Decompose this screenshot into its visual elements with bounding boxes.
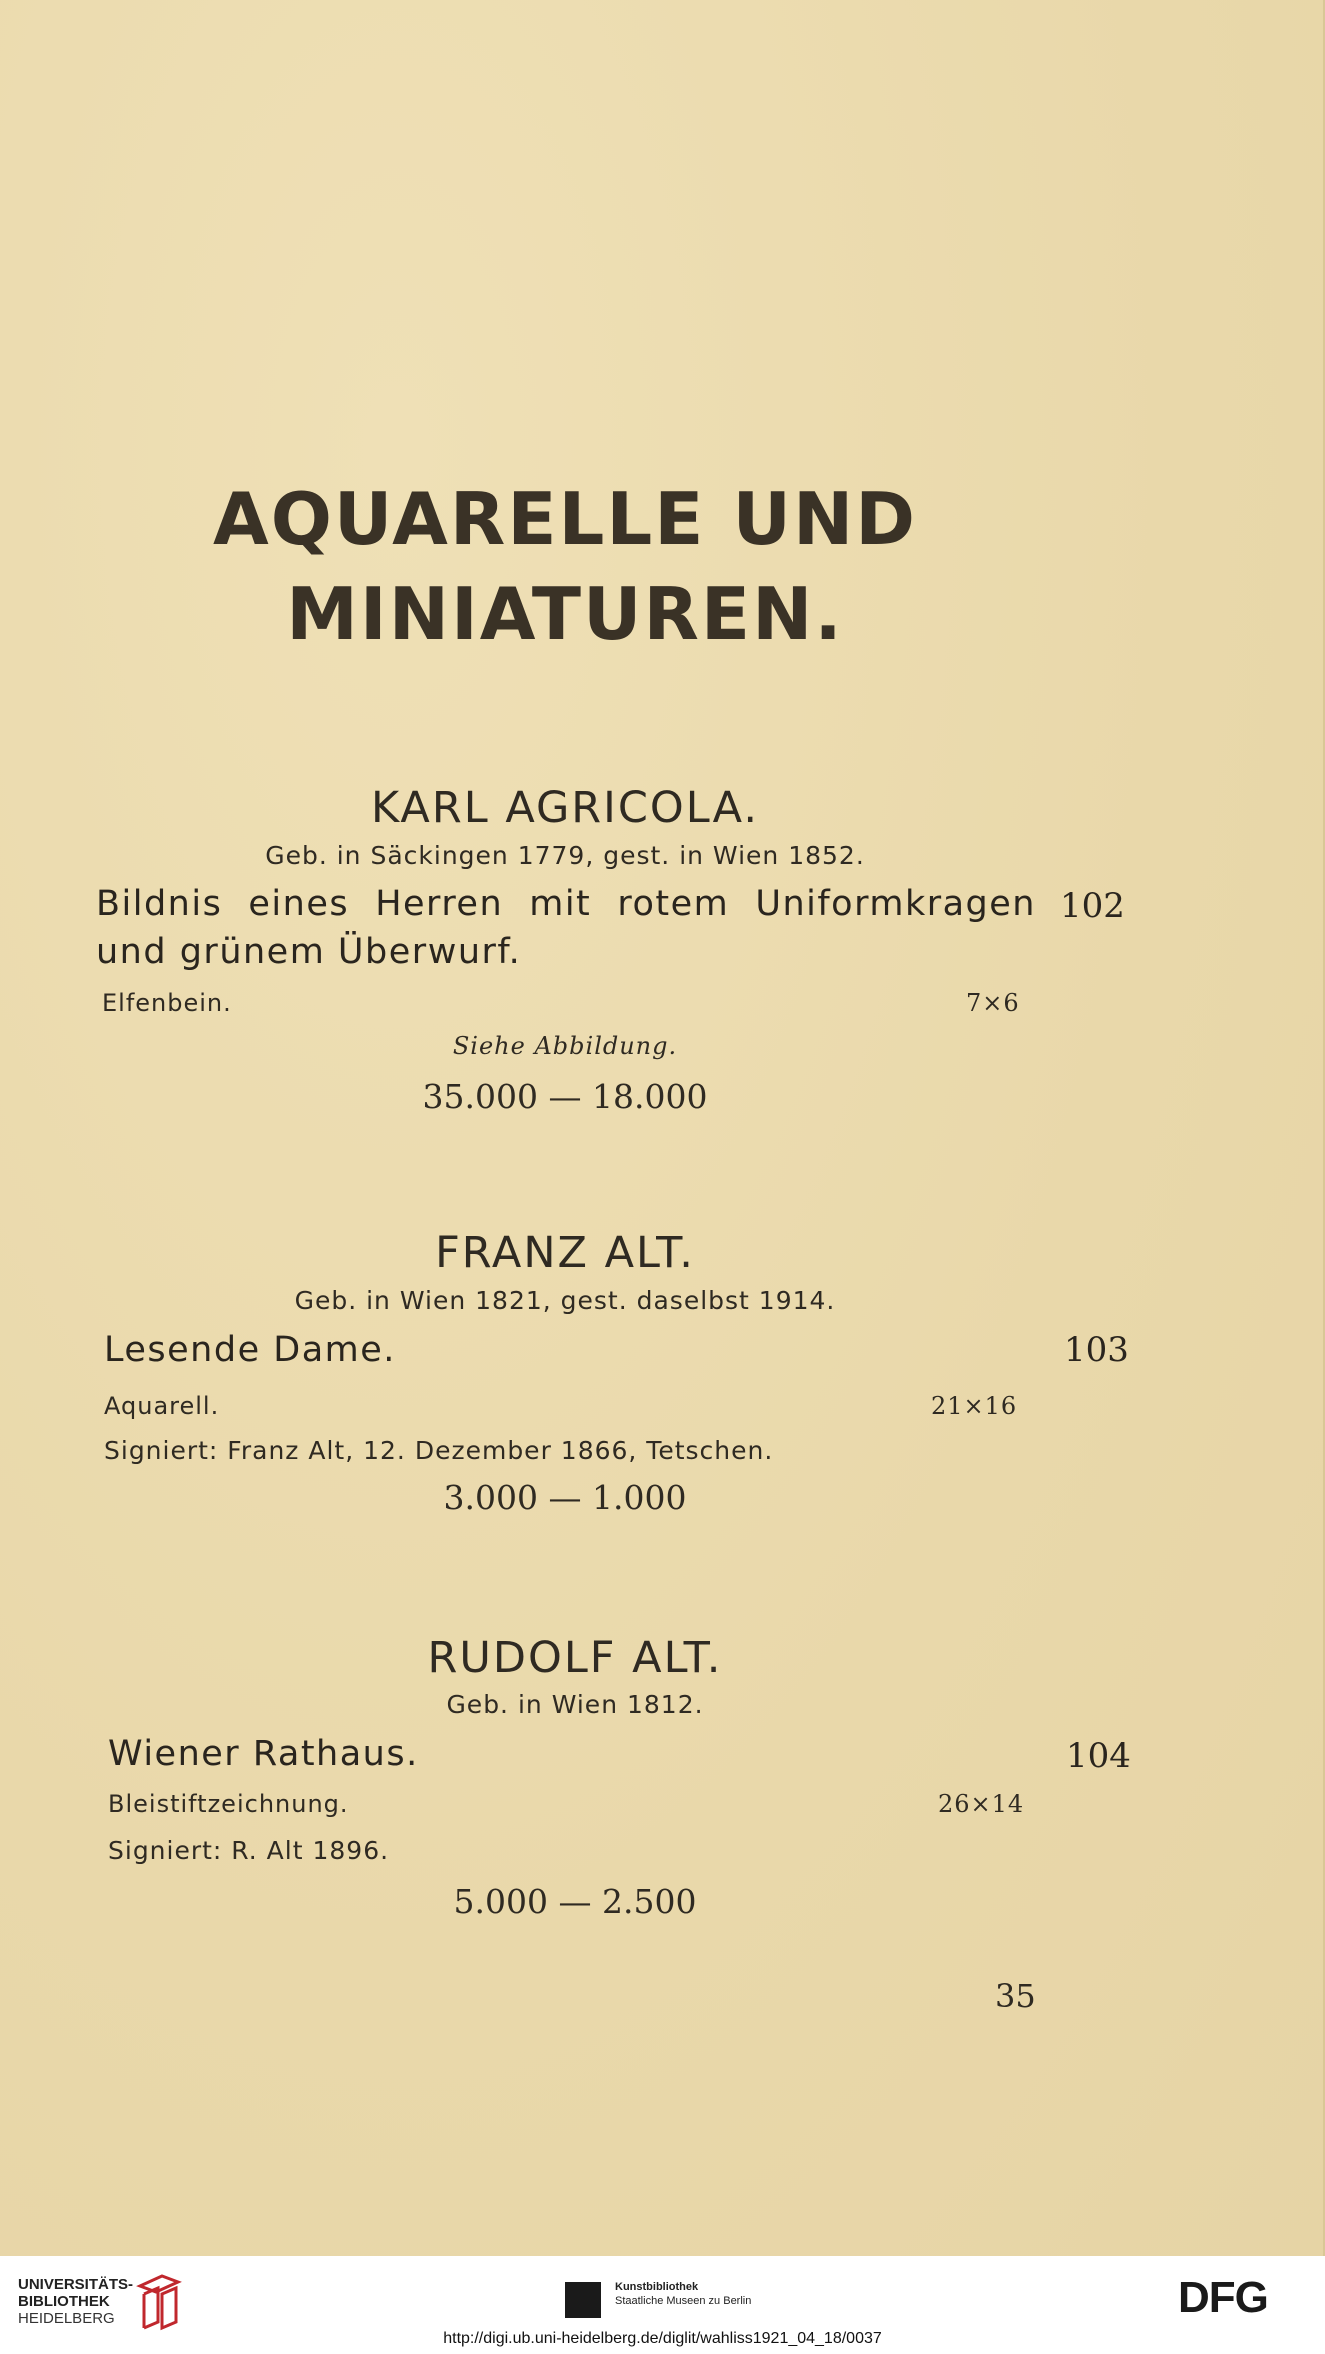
work-title: Wiener Rathaus. xyxy=(108,1734,419,1774)
artist-bio: Geb. in Säckingen 1779, gest. in Wien 1852. xyxy=(265,841,865,870)
signature-note: Signiert: R. Alt 1896. xyxy=(108,1836,390,1865)
work-medium: Elfenbein. xyxy=(102,989,232,1017)
permalink-url[interactable]: http://digi.ub.uni-heidelberg.de/diglit/wahliss1921_04_18/0037 xyxy=(443,2330,882,2347)
ub-logo-line1: UNIVERSITÄTS- xyxy=(18,2276,134,2293)
price-estimate: 5.000 — 2.500 xyxy=(453,1882,697,1921)
section-title-line2: MINIATUREN. xyxy=(286,572,844,656)
price-estimate: 35.000 — 18.000 xyxy=(422,1077,708,1116)
kb-logo-line2: Staatliche Museen zu Berlin xyxy=(615,2295,752,2307)
dfg-logo[interactable]: DFG xyxy=(1178,2273,1268,2322)
price-estimate: 3.000 — 1.000 xyxy=(443,1478,687,1517)
work-dimensions: 26×14 xyxy=(938,1790,1025,1818)
digitization-footer xyxy=(0,2256,1325,2354)
ub-logo-mark-icon xyxy=(136,2272,182,2334)
lot-number: 103 xyxy=(1064,1330,1129,1370)
lot-number: 104 xyxy=(1066,1736,1131,1776)
page-number: 35 xyxy=(995,1977,1036,2015)
artist-name: FRANZ ALT. xyxy=(435,1228,695,1278)
signature-note: Signiert: Franz Alt, 12. Dezember 1866, Tetschen. xyxy=(104,1436,774,1465)
ub-logo-line3: HEIDELBERG xyxy=(18,2310,115,2327)
work-title: Bildnis eines Herren mit rotem Uniformkragen und grünem Überwurf. xyxy=(96,884,1036,972)
work-medium: Aquarell. xyxy=(104,1392,220,1420)
artist-bio: Geb. in Wien 1812. xyxy=(446,1690,704,1719)
artist-name: RUDOLF ALT. xyxy=(427,1633,723,1683)
ub-heidelberg-logo[interactable] xyxy=(18,2276,133,2327)
ub-logo-line2: BIBLIOTHEK xyxy=(18,2293,110,2310)
work-title: Lesende Dame. xyxy=(104,1330,396,1370)
kunstbibliothek-mark-icon xyxy=(565,2282,601,2318)
section-title-line1: AQUARELLE UND xyxy=(212,477,918,561)
illustration-note: Siehe Abbildung. xyxy=(452,1032,678,1060)
work-medium: Bleistiftzeichnung. xyxy=(108,1790,349,1818)
artist-name: KARL AGRICOLA. xyxy=(370,783,760,833)
lot-number: 102 xyxy=(1060,886,1125,926)
work-dimensions: 21×16 xyxy=(931,1392,1018,1420)
artist-bio: Geb. in Wien 1821, gest. daselbst 1914. xyxy=(294,1286,836,1315)
work-dimensions: 7×6 xyxy=(966,989,1020,1017)
kb-logo-line1: Kunstbibliothek xyxy=(615,2281,699,2293)
